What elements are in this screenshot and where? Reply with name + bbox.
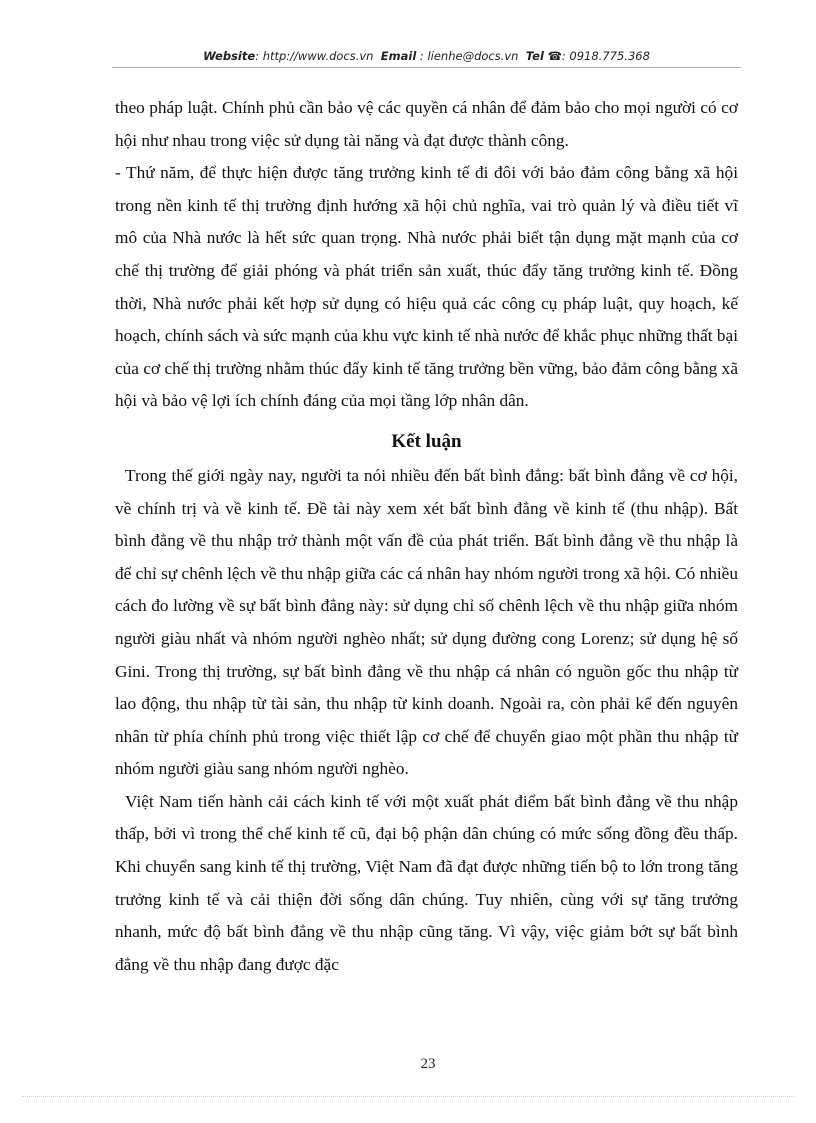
website-label: Website [203, 49, 256, 63]
tel-value: : 0918.775.368 [561, 49, 650, 63]
header-divider [112, 67, 741, 68]
email-label: Email [380, 49, 417, 63]
email-value: : lienhe@docs.vn [419, 49, 519, 63]
tel-label: Tel [525, 49, 544, 63]
phone-icon: ☎ [547, 49, 562, 63]
website-value: : http://www.docs.vn [255, 49, 374, 63]
paragraph-conclusion-1: Trong thế giới ngày nay, người ta nói nhiều đến bất bình đẳng: bất bình đẳng về cơ hội, về chính trị và về kinh tế. Đề tài này xem xét bất bình đẳng về kinh tế (thu nhập). Bất bình đẳng về thu nhập trở thành một vấn đề của phát triển. Bất bình đẳng về thu nhập là để chỉ sự chênh lệch về thu nhập giữa các cá nhân hay nhóm người trong xã hội. Có nhiều cách đo lường về sự bất bình đẳng này: sử dụng chỉ số chênh lệch về thu nhập giữa nhóm người giàu nhất và nhóm người nghèo nhất; sử dụng đường cong Lorenz; sử dụng hệ số Gini. Trong thị trường, sự bất bình đẳng về thu nhập cá nhân có nguồn gốc thu nhập từ lao động, thu nhập từ tài sản, thu nhập từ kinh doanh. Ngoài ra, còn phải kể đến nguyên nhân từ phía chính phủ trong việc thiết lập cơ chế để chuyển giao một phần thu nhập từ nhóm người giàu sang nhóm người nghèo. [115, 465, 738, 779]
page-bottom-divider [22, 1096, 794, 1097]
paragraph-conclusion-2: Việt Nam tiến hành cải cách kinh tế với một xuất phát điểm bất bình đẳng về thu nhập thấp, bởi vì trong thể chế kinh tế cũ, đại bộ phận dân chúng có mức sống đồng đều thấp. Khi chuyển sang kinh tế thị trường, Việt Nam đã đạt được những tiến bộ to lớn trong tăng trưởng kinh tế và cải thiện đời sống dân chúng. Tuy nhiên, cùng với sự tăng trưởng nhanh, mức độ bất bình đẳng về thu nhập cũng tăng. Vì vậy, việc giảm bớt sự bất bình đẳng về thu nhập đang được đặc [115, 791, 738, 974]
paragraph-point-five: - Thứ năm, để thực hiện được tăng trưởng kinh tế đi đôi với bảo đảm công bằng xã hội trong nền kinh tế thị trường định hướng xã hội chủ nghĩa, vai trò quản lý và điều tiết vĩ mô của Nhà nước là hết sức quan trọng. Nhà nước phải biết tận dụng mặt mạnh của cơ chế thị trường để giải phóng và phát triển sản xuất, thúc đẩy tăng trưởng kinh tế. Đồng thời, Nhà nước phải kết hợp sử dụng có hiệu quả các công cụ pháp luật, quy hoạch, kế hoạch, chính sách và sức mạnh của khu vực kinh tế nhà nước để khắc phục những thất bại của cơ chế thị trường nhằm thúc đẩy kinh tế tăng trưởng bền vững, bảo đảm công bằng xã hội và bảo vệ lợi ích chính đáng của mọi tầng lớp nhân dân. [115, 163, 738, 411]
section-title: Kết luận [391, 430, 462, 452]
page-number: 23 [420, 1056, 436, 1072]
paragraph-continuation: theo pháp luật. Chính phủ cần bảo vệ các quyền cá nhân để đảm bảo cho mọi người có cơ hội như nhau trong việc sử dụng tài năng và đạt được thành công. [115, 98, 738, 150]
document-body [115, 92, 738, 981]
page-header [112, 46, 741, 66]
